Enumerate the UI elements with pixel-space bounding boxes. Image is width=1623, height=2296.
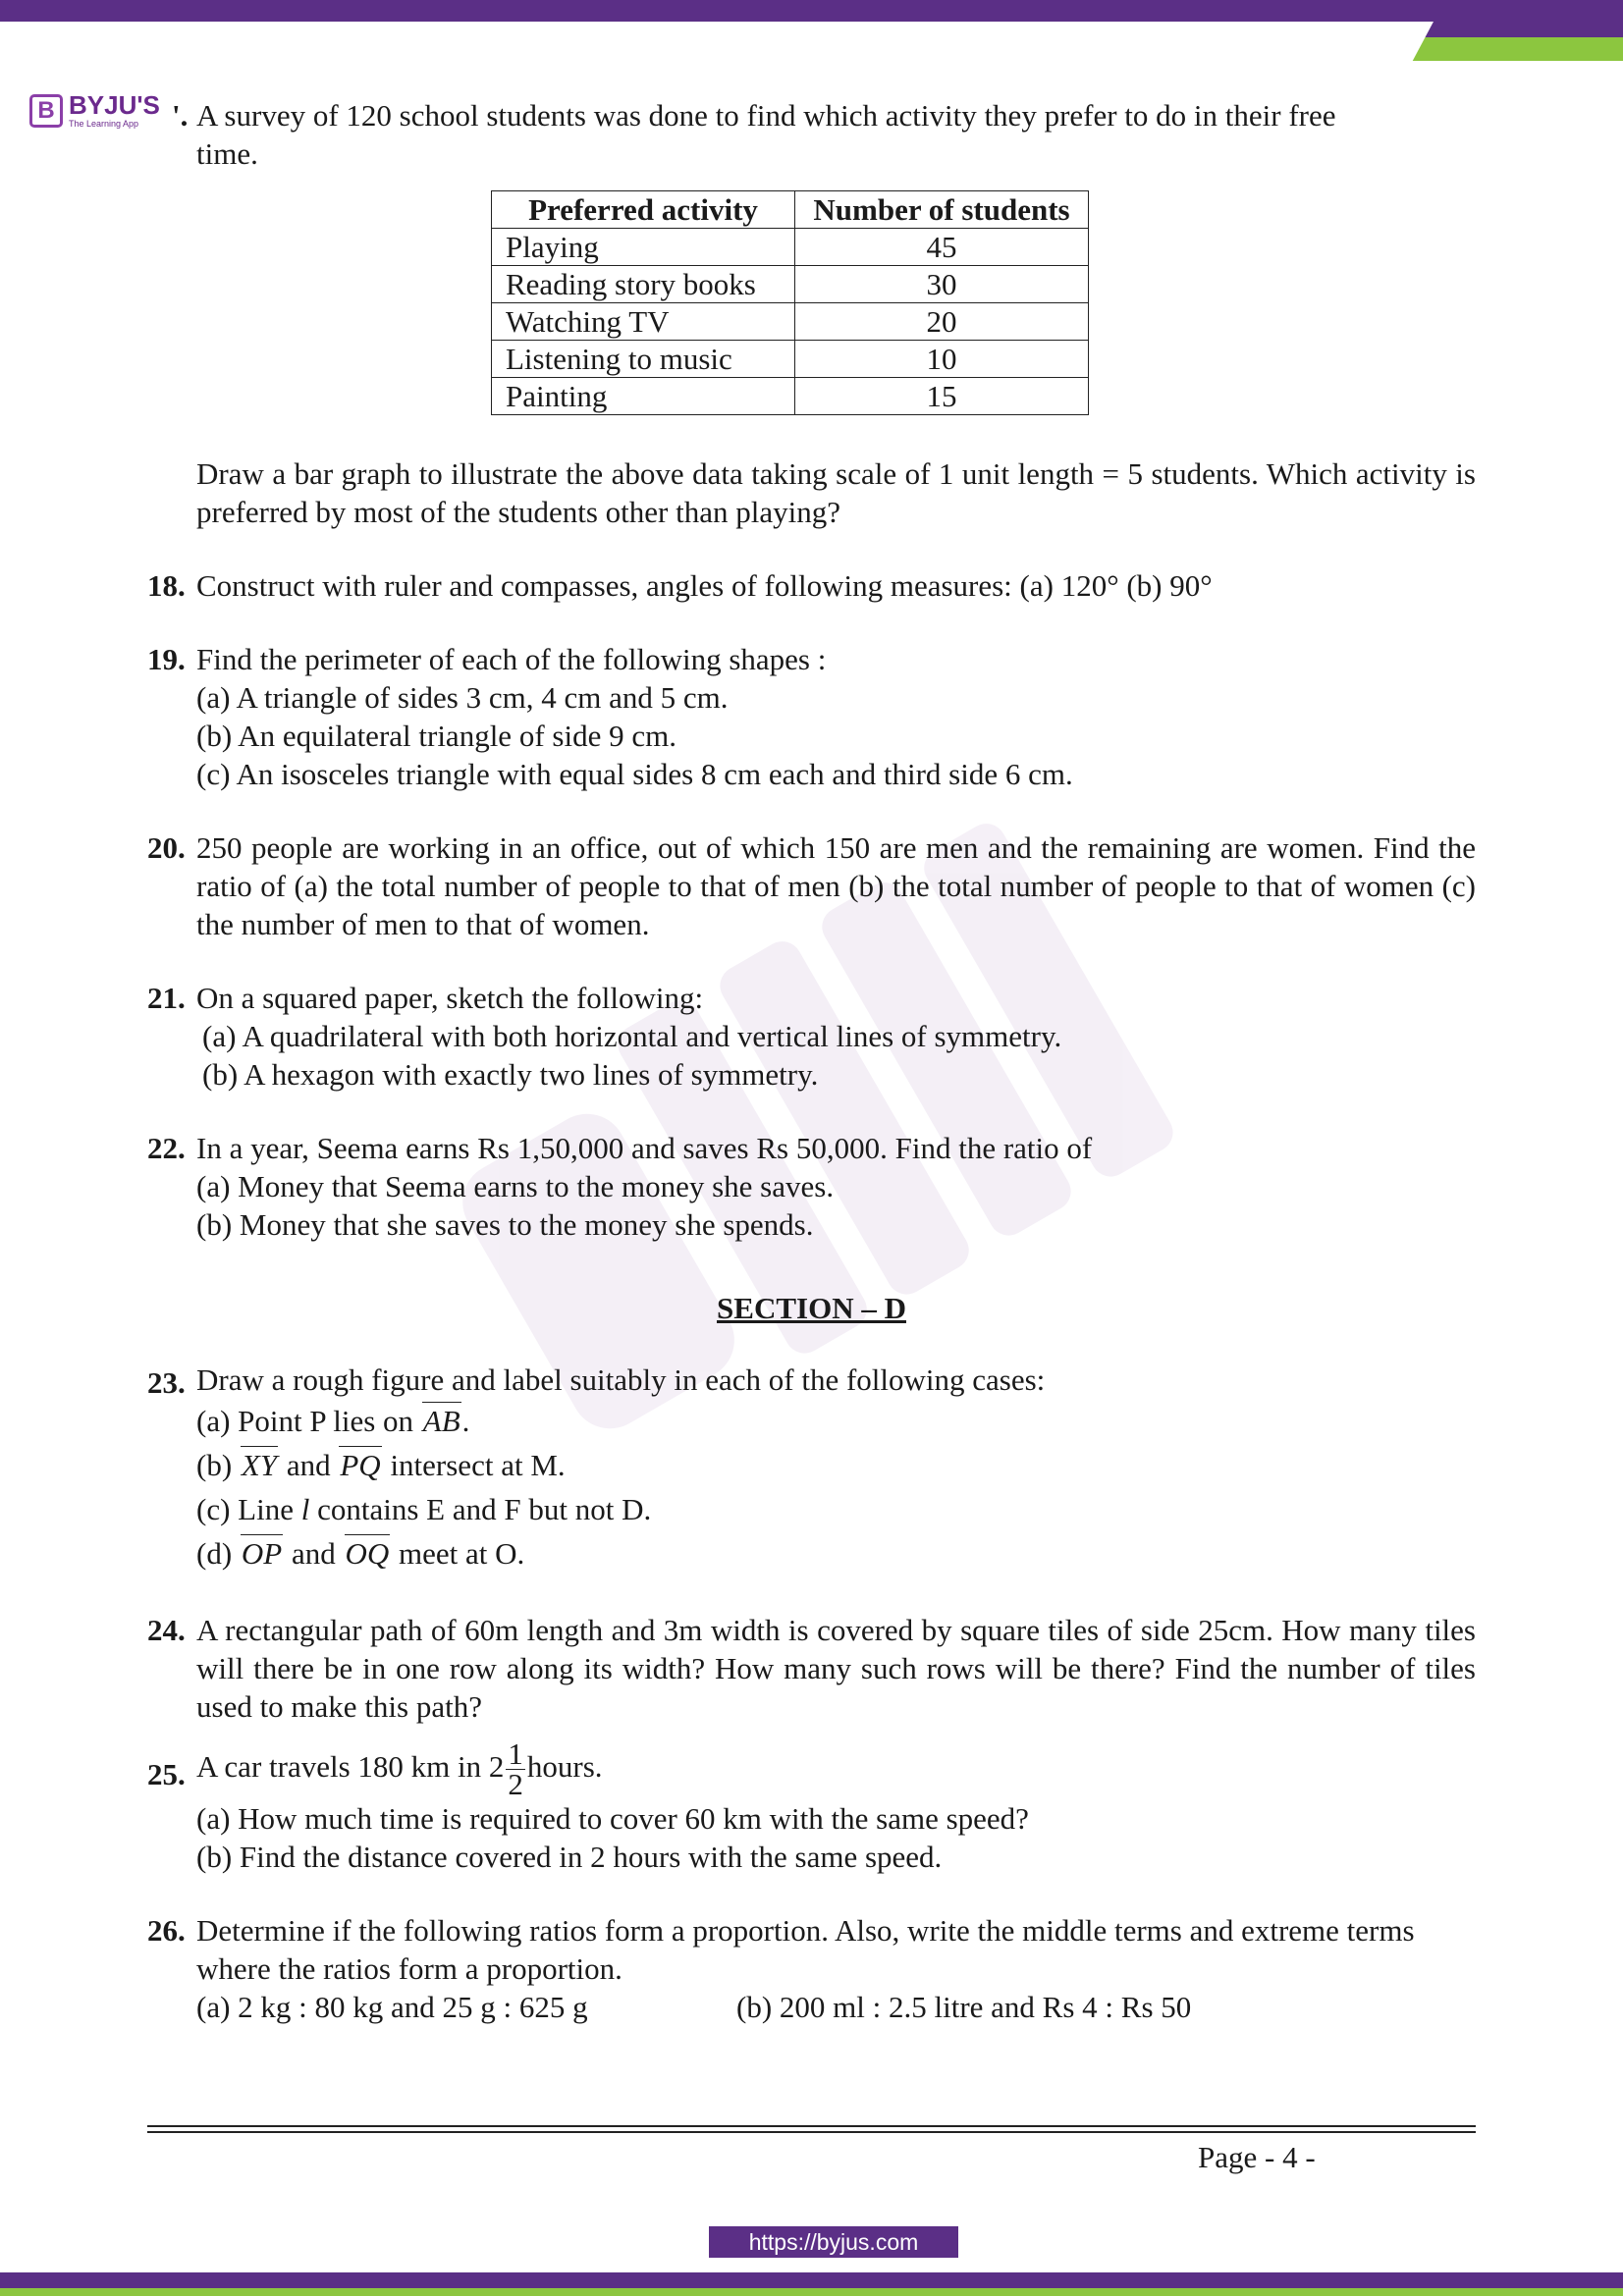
line-variable: l xyxy=(300,1492,310,1526)
section-heading: SECTION – D xyxy=(717,1291,906,1325)
question-followup: Draw a bar graph to illustrate the above data taking scale of 1 unit length = 5 students. Which activity is preferred by most of the students other than playing? xyxy=(196,456,1476,529)
sub-item: (c) An isosceles triangle with equal sides 8 cm each and third side 6 cm. xyxy=(196,757,1073,791)
question-number: '. xyxy=(172,98,189,133)
question-text: Construct with ruler and compasses, angles of following measures: (a) 120° (b) 90° xyxy=(196,568,1213,603)
question-text: In a year, Seema earns Rs 1,50,000 and saves Rs 50,000. Find the ratio of xyxy=(196,1131,1093,1165)
table-header-students: Number of students xyxy=(795,191,1089,229)
logo-tagline: The Learning App xyxy=(69,119,139,129)
sub-item-c xyxy=(196,1487,1476,1531)
sub-item-text: contains E and F but not D. xyxy=(317,1492,652,1526)
question-text: Draw a rough figure and label suitably in each of the following cases: xyxy=(196,1362,1046,1397)
table-cell-count: 30 xyxy=(795,266,1089,303)
sub-item-text: (c) Line xyxy=(196,1492,294,1526)
bottom-banner-green xyxy=(0,2288,1623,2296)
page-number: Page - 4 - xyxy=(1198,2140,1316,2174)
sub-item: (a) A quadrilateral with both horizontal and vertical lines of symmetry. xyxy=(202,1019,1062,1053)
ray-OQ: OQ xyxy=(344,1531,392,1575)
question-19 xyxy=(147,640,1476,793)
byjus-logo-icon: B xyxy=(29,94,63,128)
sub-item: (b) An equilateral triangle of side 9 cm. xyxy=(196,719,676,753)
sub-item-a xyxy=(196,1399,1476,1443)
sub-item: (b) A hexagon with exactly two lines of symmetry. xyxy=(202,1057,819,1092)
question-paper-content xyxy=(147,96,1476,2026)
table-row xyxy=(492,266,1089,303)
table-cell-activity: Painting xyxy=(492,378,795,415)
bottom-banner xyxy=(0,2272,1623,2296)
sub-item: (b) 200 ml : 2.5 litre and Rs 4 : Rs 50 xyxy=(736,1990,1192,2025)
question-number: 19. xyxy=(147,642,186,676)
table-header-activity: Preferred activity xyxy=(492,191,795,229)
table-cell-count: 10 xyxy=(795,341,1089,378)
question-26 xyxy=(147,1911,1476,2026)
sub-item: (a) How much time is required to cover 60 km with the same speed? xyxy=(196,1801,1029,1837)
sub-item: (a) 2 kg : 80 kg and 25 g : 625 g xyxy=(196,1990,588,2025)
table-cell-activity: Reading story books xyxy=(492,266,795,303)
ratio-options xyxy=(196,1988,1476,2026)
sub-item: (b) Find the distance covered in 2 hours with the same speed. xyxy=(196,1840,943,1875)
question-text: A rectangular path of 60m length and 3m width is covered by square tiles of side 25cm. How many tiles will there be in one row along its width? How many such rows will be there? Find the number of tiles used to make this path? xyxy=(196,1613,1476,1724)
question-17 xyxy=(147,96,1476,531)
sub-item-text: (b) xyxy=(196,1448,233,1482)
question-21 xyxy=(147,979,1476,1094)
footer-rule xyxy=(147,2125,1476,2127)
question-number: 20. xyxy=(147,830,186,865)
website-link[interactable]: https://byjus.com xyxy=(709,2226,958,2258)
question-number: 22. xyxy=(147,1131,186,1165)
fraction-denominator: 2 xyxy=(508,1767,523,1802)
mixed-number-whole: 2 xyxy=(488,1749,505,1784)
table-row xyxy=(492,229,1089,266)
sub-item: (a) A triangle of sides 3 cm, 4 cm and 5 cm. xyxy=(196,680,729,715)
question-22 xyxy=(147,1129,1476,1244)
sub-item-text: and xyxy=(286,1448,331,1482)
table-cell-count: 45 xyxy=(795,229,1089,266)
activity-table xyxy=(491,190,1089,415)
sub-item-text: (a) Point P lies on xyxy=(196,1404,414,1438)
question-text xyxy=(196,1736,1476,1802)
question-number: 26. xyxy=(147,1913,186,1949)
question-text: Determine if the following ratios form a proportion. Also, write the middle terms and extreme terms where the ratios form a proportion. xyxy=(196,1913,1415,1987)
table-row xyxy=(492,378,1089,415)
sub-item-text: (d) xyxy=(196,1536,233,1571)
sub-item-text: intersect at M. xyxy=(390,1448,566,1482)
question-text: A survey of 120 school students was done to find which activity they prefer to do in their free xyxy=(196,98,1336,133)
table-cell-count: 15 xyxy=(795,378,1089,415)
table-cell-activity: Playing xyxy=(492,229,795,266)
table-cell-activity: Watching TV xyxy=(492,303,795,341)
table-row xyxy=(492,303,1089,341)
byjus-logo xyxy=(29,92,160,129)
question-text-part: A car travels 180 km in xyxy=(196,1749,482,1784)
question-20 xyxy=(147,828,1476,943)
question-24 xyxy=(147,1611,1476,1726)
ray-OP: OP xyxy=(240,1531,284,1575)
question-number: 24. xyxy=(147,1613,186,1647)
top-banner-wave xyxy=(0,22,1434,61)
table-cell-activity: Listening to music xyxy=(492,341,795,378)
footer-rule xyxy=(147,2131,1476,2133)
fraction-numerator: 1 xyxy=(508,1736,523,1772)
question-text: Find the perimeter of each of the following shapes : xyxy=(196,642,827,676)
question-number: 18. xyxy=(147,568,186,603)
table-row xyxy=(492,341,1089,378)
line-XY: XY xyxy=(240,1443,279,1487)
question-23 xyxy=(147,1361,1476,1575)
sub-item-text: and xyxy=(291,1536,336,1571)
segment-AB: AB xyxy=(421,1399,462,1443)
line-PQ: PQ xyxy=(338,1443,382,1487)
question-number: 25. xyxy=(147,1757,186,1791)
question-25 xyxy=(147,1737,1476,1876)
logo-name: BYJU'S xyxy=(69,90,160,120)
sub-item-b xyxy=(196,1443,1476,1487)
sub-item: (a) Money that Seema earns to the money she saves. xyxy=(196,1169,835,1203)
question-text: On a squared paper, sketch the following: xyxy=(196,981,704,1015)
question-number: 21. xyxy=(147,981,186,1015)
sub-item-d xyxy=(196,1531,1476,1575)
question-18 xyxy=(147,566,1476,605)
sub-item-text: . xyxy=(461,1404,470,1438)
table-cell-count: 20 xyxy=(795,303,1089,341)
sub-item-text: meet at O. xyxy=(399,1536,525,1571)
sub-item: (b) Money that she saves to the money she spends. xyxy=(196,1207,814,1242)
question-text: 250 people are working in an office, out of which 150 are men and the remaining are women. Find the ratio of (a) the total number of people to that of men (b) the total number of people to that of women (c) the number of men to that of women. xyxy=(196,830,1476,941)
question-number: 23. xyxy=(147,1365,186,1400)
top-banner xyxy=(0,0,1623,61)
question-text-part: hours. xyxy=(526,1749,603,1784)
fraction xyxy=(506,1736,525,1802)
question-text-continued: time. xyxy=(196,136,258,171)
